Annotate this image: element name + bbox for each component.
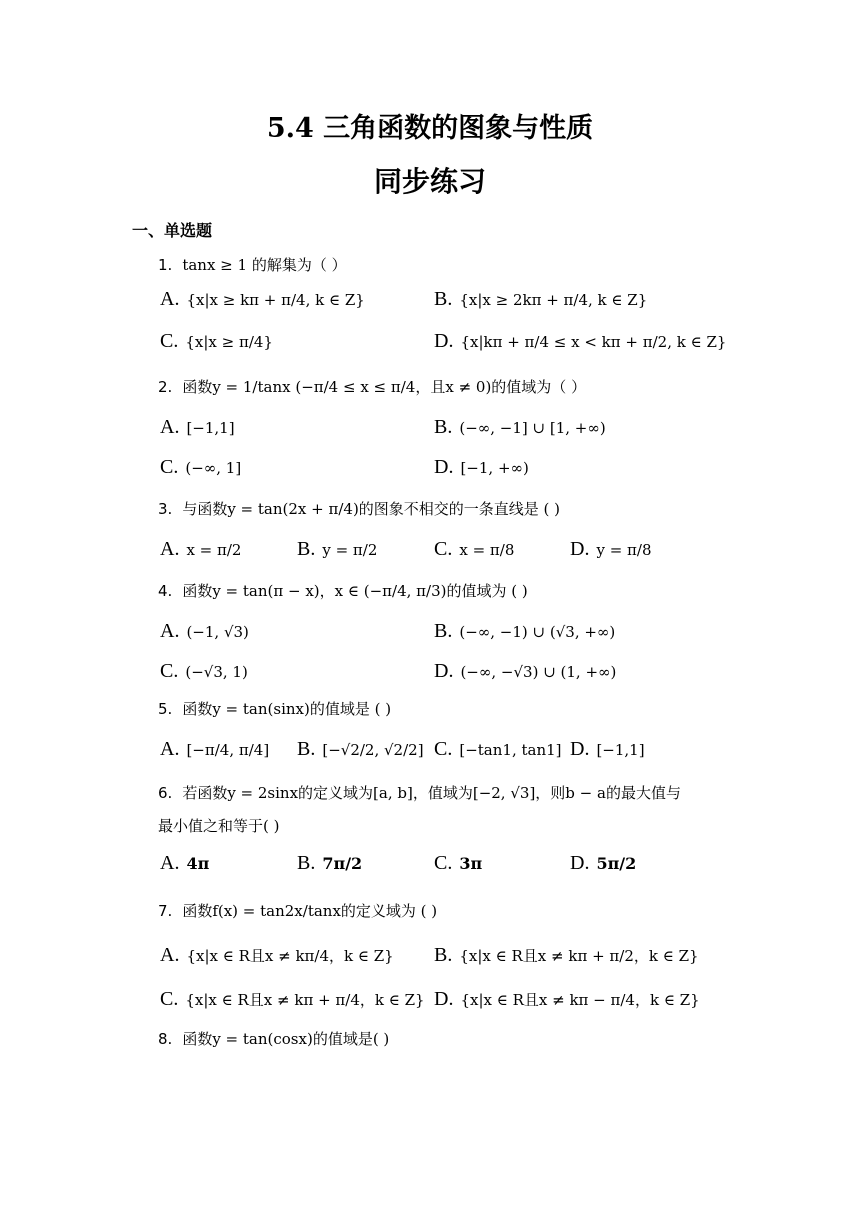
option-text: (−∞, −1] ∪ [1, +∞) (459, 419, 606, 437)
option-label: A. (160, 852, 180, 874)
page-title: 5.4 三角函数的图象与性质 (266, 113, 594, 144)
option-text: 7π/2 (322, 854, 363, 873)
option-c[interactable] (160, 660, 248, 683)
option-label: A. (160, 944, 180, 966)
question-number: 6. (158, 784, 173, 802)
option-c[interactable] (160, 330, 273, 353)
option-text: 3π (459, 854, 483, 873)
option-text: x = π/8 (459, 541, 515, 559)
option-d[interactable] (434, 456, 529, 479)
option-text: (−∞, −√3) ∪ (1, +∞) (460, 663, 617, 681)
option-label: C. (434, 852, 453, 874)
option-label: C. (160, 988, 179, 1010)
option-label: D. (570, 738, 590, 760)
option-a[interactable] (160, 852, 209, 875)
option-d[interactable] (570, 738, 645, 761)
question-number: 8. (158, 1030, 173, 1048)
option-text: [−π/4, π/4] (186, 741, 270, 759)
question-text: 函数y = tan(sinx)的值域是 ( ) (182, 700, 392, 718)
option-label: C. (160, 456, 179, 478)
option-d[interactable] (570, 538, 652, 561)
option-label: D. (570, 538, 590, 560)
question-4 (158, 580, 528, 601)
option-text: (−∞, 1] (185, 459, 242, 477)
option-text: {x|x ∈ R且x ≠ kπ − π/4，k ∈ Z} (460, 991, 700, 1009)
option-label: C. (160, 330, 179, 352)
question-8 (158, 1028, 389, 1049)
option-text: [−tan1, tan1] (459, 741, 562, 759)
option-text: [−√2/2, √2/2] (322, 741, 424, 759)
option-b[interactable] (434, 620, 615, 643)
option-text: {x|kπ + π/4 ≤ x < kπ + π/2, k ∈ Z} (460, 333, 727, 351)
option-b[interactable] (297, 738, 424, 761)
option-d[interactable] (570, 852, 636, 875)
option-text: (−∞, −1) ∪ (√3, +∞) (459, 623, 616, 641)
option-text: [−1,1] (596, 741, 645, 759)
option-b[interactable] (297, 538, 377, 561)
option-a[interactable] (160, 944, 394, 967)
question-6 (158, 782, 681, 803)
question-text: 函数y = tan(π − x)，x ∈ (−π/4, π/3)的值域为 ( ) (182, 582, 528, 600)
option-b[interactable] (434, 944, 699, 967)
option-d[interactable] (434, 988, 700, 1011)
option-text: {x|x ∈ R且x ≠ kπ/4，k ∈ Z} (186, 947, 394, 965)
option-label: D. (434, 330, 454, 352)
question-text: 与函数y = tan(2x + π/4)的图象不相交的一条直线是 ( ) (182, 500, 561, 518)
option-text: {x|x ∈ R且x ≠ kπ + π/4，k ∈ Z} (185, 991, 425, 1009)
question-3 (158, 498, 560, 519)
option-label: B. (434, 416, 453, 438)
option-label: C. (160, 660, 179, 682)
option-label: A. (160, 416, 180, 438)
question-5 (158, 698, 391, 719)
option-a[interactable] (160, 416, 235, 439)
option-b[interactable] (434, 288, 647, 311)
option-text: {x|x ≥ kπ + π/4, k ∈ Z} (186, 291, 365, 309)
option-text: {x|x ∈ R且x ≠ kπ + π/2，k ∈ Z} (459, 947, 699, 965)
option-c[interactable] (434, 738, 562, 761)
option-text: (−√3, 1) (185, 663, 248, 681)
question-number: 1. (158, 256, 173, 274)
option-label: C. (434, 738, 453, 760)
option-text: x = π/2 (186, 541, 242, 559)
question-text: 函数y = tan(cosx)的值域是( ) (182, 1030, 390, 1048)
question-text: 最小值之和等于( ) (158, 817, 280, 835)
option-label: B. (297, 738, 316, 760)
option-label: D. (434, 988, 454, 1010)
question-text: 若函数y = 2sinx的定义域为[a, b]，值域为[−2, √3]，则b − a的最大值与 (182, 784, 681, 802)
question-6-continued (158, 815, 279, 836)
option-text: y = π/8 (596, 541, 652, 559)
question-1 (158, 254, 347, 275)
question-number: 2. (158, 378, 173, 396)
option-c[interactable] (434, 852, 482, 875)
option-a[interactable] (160, 288, 365, 311)
question-number: 3. (158, 500, 173, 518)
option-text: {x|x ≥ π/4} (185, 333, 273, 351)
question-2 (158, 376, 586, 397)
question-7 (158, 900, 437, 921)
option-a[interactable] (160, 620, 249, 643)
option-label: D. (434, 456, 454, 478)
option-text: {x|x ≥ 2kπ + π/4, k ∈ Z} (459, 291, 648, 309)
option-a[interactable] (160, 538, 241, 561)
question-number: 4. (158, 582, 173, 600)
option-label: B. (297, 538, 316, 560)
option-label: B. (434, 944, 453, 966)
option-label: A. (160, 288, 180, 310)
option-d[interactable] (434, 660, 616, 683)
section-heading: 一、单选题 (132, 221, 213, 240)
option-text: 5π/2 (596, 854, 637, 873)
option-a[interactable] (160, 738, 269, 761)
page-subtitle: 同步练习 (373, 165, 486, 198)
option-label: B. (434, 288, 453, 310)
option-text: [−1,1] (186, 419, 235, 437)
option-label: A. (160, 538, 180, 560)
option-b[interactable] (297, 852, 362, 875)
option-text: 4π (186, 854, 210, 873)
question-number: 7. (158, 902, 173, 920)
option-label: A. (160, 620, 180, 642)
option-label: B. (297, 852, 316, 874)
option-b[interactable] (434, 416, 606, 439)
question-text: 函数f(x) = tan2x/tanx的定义域为 ( ) (182, 902, 438, 920)
option-text: [−1, +∞) (460, 459, 529, 477)
option-text: (−1, √3) (186, 623, 249, 641)
option-c[interactable] (160, 988, 425, 1011)
question-number: 5. (158, 700, 173, 718)
option-c[interactable] (434, 538, 514, 561)
option-d[interactable] (434, 330, 726, 353)
option-c[interactable] (160, 456, 241, 479)
option-label: B. (434, 620, 453, 642)
option-label: D. (434, 660, 454, 682)
option-label: D. (570, 852, 590, 874)
question-text: tanx ≥ 1 的解集为（ ） (182, 256, 347, 274)
option-text: y = π/2 (322, 541, 378, 559)
option-label: A. (160, 738, 180, 760)
question-text: 函数y = 1/tanx (−π/4 ≤ x ≤ π/4，且x ≠ 0)的值域为（ ） (182, 378, 587, 396)
option-label: C. (434, 538, 453, 560)
